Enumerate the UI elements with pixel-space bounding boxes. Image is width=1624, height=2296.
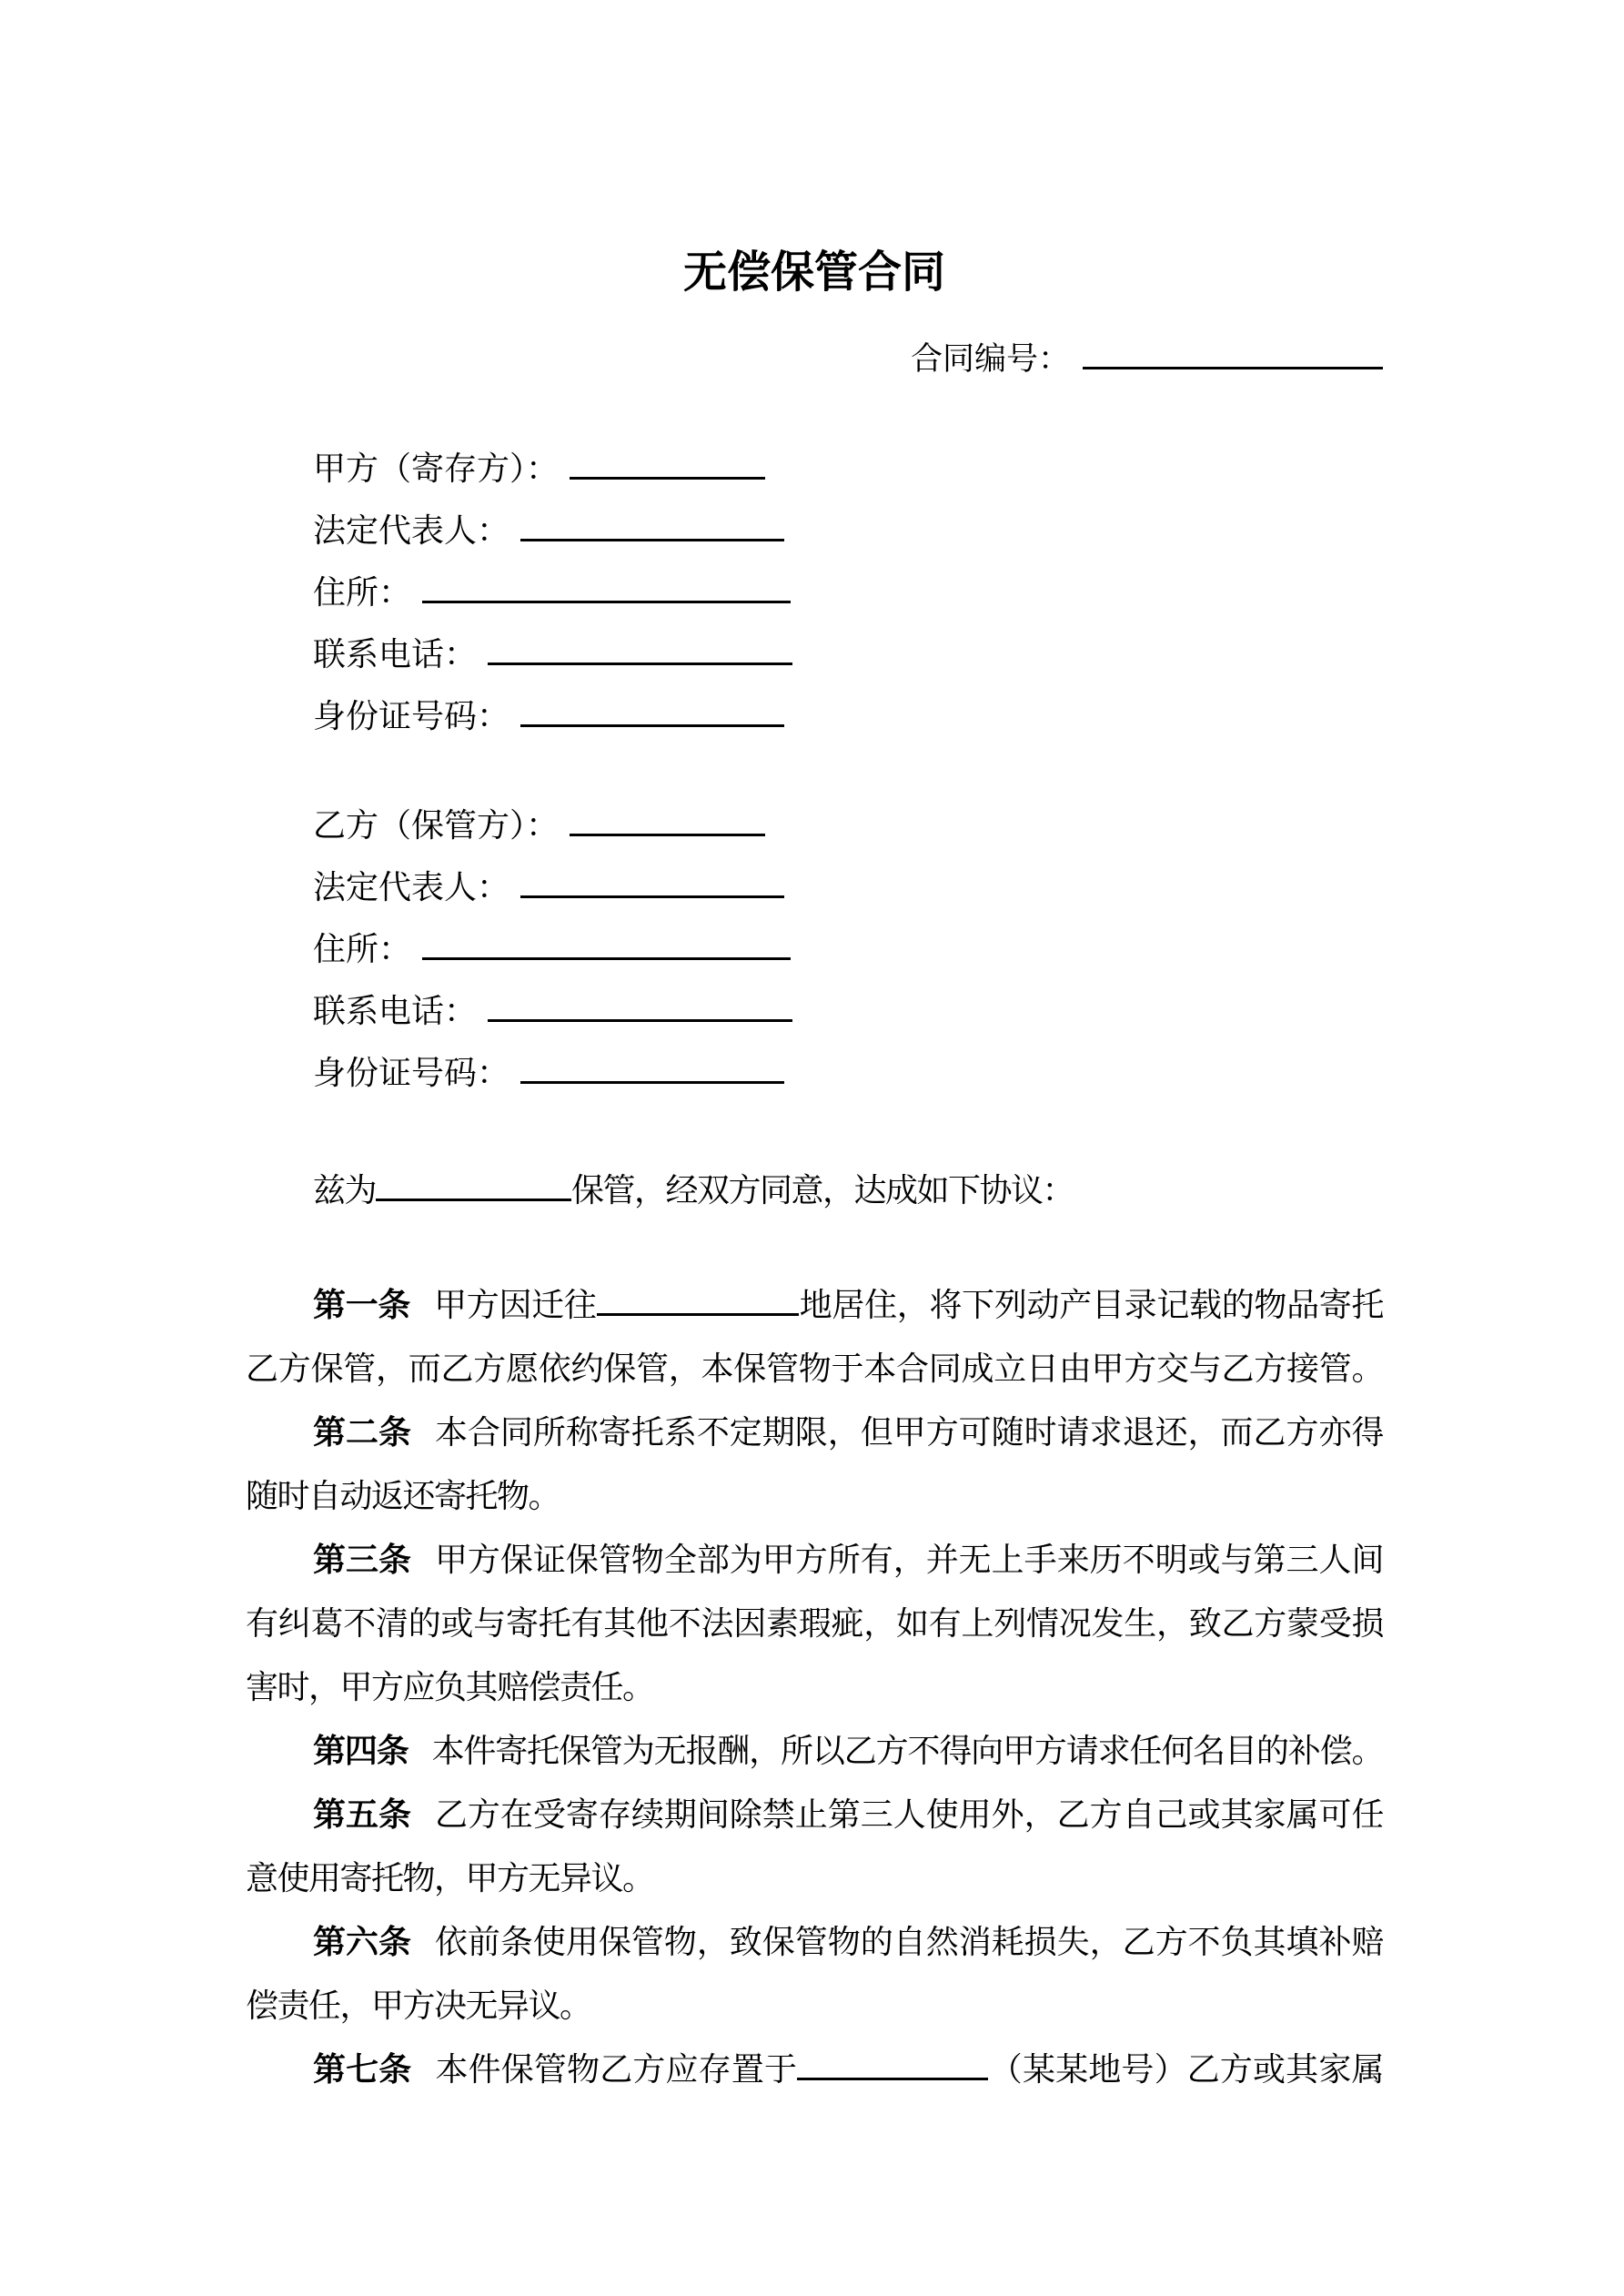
contract-number-label: 合同编号： [910,341,1070,377]
field-line [313,856,1383,918]
preamble-line [246,1158,1383,1222]
article-line [246,2038,1383,2101]
fill-in-blank [797,2045,988,2080]
field-label: 乙方（保管方）： [313,807,560,844]
field-line [313,918,1383,980]
text-run: 乙方在受寄存续期间除禁止第三人使用外，乙方自己或其家属可任 [434,1796,1383,1833]
party-blocks [246,438,1383,1104]
field-label: 住所： [313,931,412,967]
field-line [313,685,1383,747]
fill-in-blank [597,1280,799,1316]
article-line [246,1464,1383,1528]
article-2 [246,1401,1383,1528]
article-line [246,1592,1383,1655]
article-line [246,1846,1383,1910]
field-line [313,1042,1383,1104]
article-4 [246,1719,1383,1783]
article-line [246,1910,1383,1974]
text-run: 有纠葛不清的或与寄托有其他不法因素瑕疵，如有上列情况发生，致乙方蒙受损 [246,1605,1383,1642]
article-5 [246,1783,1383,1910]
text-run: 依前条使用保管物，致保管物的自然消耗损失，乙方不负其填补赔 [434,1924,1383,1960]
text-run: 保管，经双方同意，达成如下协议： [571,1172,1074,1209]
text-run: 本件保管物乙方应存置于 [435,2051,798,2088]
article-line [246,1401,1383,1464]
fill-in-blank [422,925,791,960]
field-label: 住所： [313,574,412,611]
text-run: 本合同所称寄托系不定期限，但甲方可随时请求退还，而乙方亦得 [434,1414,1383,1451]
text-run: 意使用寄托物，甲方无异议。 [246,1860,654,1896]
fill-in-blank [520,1048,784,1084]
text-run: 偿责任，甲方决无异议。 [246,1988,591,2024]
article-line [246,1337,1383,1401]
field-line [313,500,1383,561]
text-run: 甲方保证保管物全部为甲方所有，并无上手来历不明或与第三人间 [434,1542,1383,1578]
field-line [313,794,1383,856]
field-line [313,561,1383,623]
field-label: 法定代表人： [313,869,510,905]
article-6 [246,1910,1383,2038]
field-label: 甲方（寄存方）： [313,450,560,487]
fill-in-blank [488,630,792,665]
article-1 [246,1273,1383,1401]
article-line [246,1528,1383,1592]
article-number: 第四条 [313,1732,409,1769]
article-3 [246,1528,1383,1719]
article-number: 第二条 [313,1413,411,1451]
fill-in-blank [570,444,765,480]
fill-in-blank [422,568,791,603]
party-block-party-b [246,794,1383,1104]
text-run: 甲方因迁往 [434,1287,597,1323]
text-run: 本件寄托保管为无报酬，所以乙方不得向甲方请求任何名目的补偿。 [431,1733,1383,1769]
field-label: 联系电话： [313,636,478,673]
article-line [246,1783,1383,1846]
article-number: 第六条 [313,1923,411,1960]
text-run: 乙方保管，而乙方愿依约保管，本保管物于本合同成立日由甲方交与乙方接管。 [246,1350,1383,1387]
field-label: 法定代表人： [313,512,510,549]
article-number: 第三条 [313,1541,411,1578]
field-label: 身份证号码： [313,698,510,734]
article-number: 第五条 [313,1795,411,1833]
field-line [313,438,1383,500]
article-line [246,1655,1383,1719]
fill-in-blank [520,863,784,898]
text-run: 害时，甲方应负其赔偿责任。 [246,1669,654,1705]
field-label: 联系电话： [313,993,478,1029]
article-7 [246,2038,1383,2101]
field-line [313,623,1383,685]
text-run: 随时自动返还寄托物。 [246,1478,560,1514]
contract-number-line [246,335,1383,379]
text-run: 兹为 [313,1172,377,1209]
article-line [246,1719,1383,1783]
fill-in-blank [376,1166,571,1201]
article-number: 第七条 [313,2050,412,2088]
field-line [313,980,1383,1042]
fill-in-blank [520,692,784,727]
fill-in-blank [488,986,792,1022]
fill-in-blank [570,801,765,836]
field-label: 身份证号码： [313,1055,510,1091]
party-block-party-a [246,438,1383,747]
contract-number-blank [1083,335,1383,369]
articles [246,1273,1383,2101]
text-run: （某某地号）乙方或其家属 [988,2051,1383,2088]
article-line [246,1974,1383,2038]
fill-in-blank [520,506,784,541]
article-number: 第一条 [313,1286,411,1323]
document-title: 无偿保管合同 [682,248,945,297]
article-line [246,1273,1383,1337]
text-run: 地居住，将下列动产目录记载的物品寄托 [798,1287,1383,1323]
